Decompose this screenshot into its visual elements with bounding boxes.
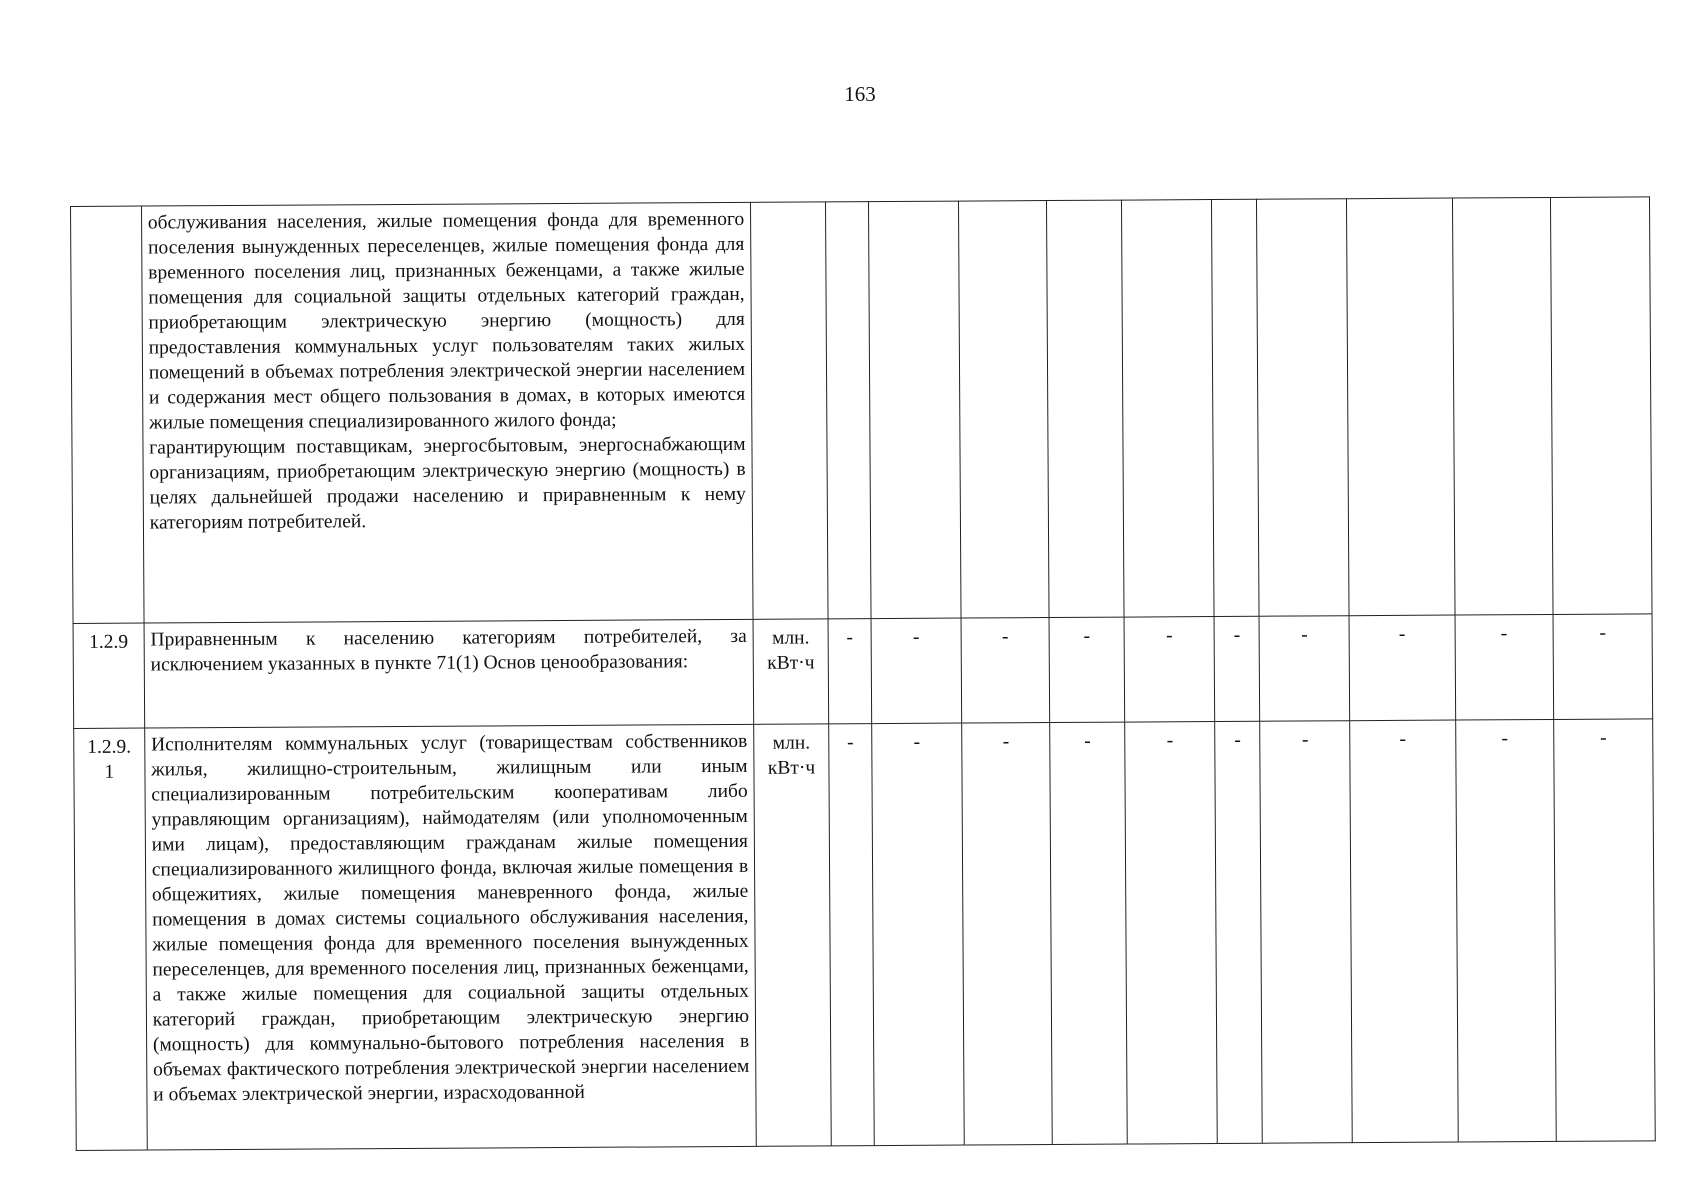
value-cell (1212, 199, 1260, 616)
value-cell (959, 201, 1049, 619)
value-cell: - (1554, 719, 1655, 1142)
value-cell: - (1350, 720, 1458, 1143)
value-cell (826, 202, 871, 619)
value-cell (1257, 199, 1350, 617)
value-cell (1347, 198, 1455, 616)
description-paragraph: гарантирующим поставщикам, энергосбытовым, энергоснабжающим организациям, приобретающим электрическую энергию (мощность) в целях дальнейшей продажи населению и приравненным к нему категориям потребителей. (149, 433, 746, 534)
value-cell: - (1049, 617, 1125, 722)
value-cell (869, 201, 962, 619)
value-cell: - (962, 723, 1053, 1146)
value-cell (1047, 200, 1125, 617)
value-cell: - (828, 619, 872, 724)
value-cell: - (1349, 615, 1455, 721)
value-cell: - (961, 618, 1050, 724)
value-cell (1551, 197, 1652, 615)
row-number (71, 206, 144, 623)
value-cell: - (829, 724, 874, 1146)
tariff-table (70, 196, 1656, 1151)
value-cell: - (871, 618, 962, 724)
value-cell: - (1215, 721, 1263, 1143)
description-paragraph: Приравненным к населению категориям потребителей, за исключением указанных в пункте 71(1) Основ ценообразования: (150, 625, 747, 676)
row-description (144, 619, 754, 728)
row-description (141, 202, 753, 623)
description-paragraph: Исполнителям коммунальных услуг (товариществам собственников жилья, жилищно-строительным, жилищным или иным специализированным потребительским кооперативам либо управляющим организациям), наймодателям (или уполномоченным ими лицам), предоставляющим гражданам жилые помещения специализированного жилищного фонда, включая жилые помещения в общежитиях, жилые помещения маневренного фонда, жилые помещения в домах системы социального обслуживания населения, жилые помещения фонда для временного поселения вынужденных переселенцев, для временного поселения лиц, признанных беженцами, а также жилые помещения для социальной защиты отдельных категорий граждан, приобретающим электрическую энергию (мощность) для коммунально-бытового потребления населения в объемах фактического потребления электрической энергии населением и объемах электрической энергии, израсходованной (151, 730, 750, 1106)
page-number: 163 (844, 82, 876, 106)
value-cell: - (872, 723, 965, 1146)
value-cell: - (1050, 722, 1128, 1144)
description-paragraph: обслуживания населения, жилые помещения фонда для временного поселения вынужденных переселенцев, жилые помещения фонда для временного поселения лиц, признанных беженцами, а также жилые помещения для социальной защиты отдельных категорий граждан, приобретающим электрическую энергию (мощность) для предоставления коммунальных услуг пользователям таких жилых помещений в объемах потребления электрической энергии населением и содержания мест общего пользования в домах, в которых имеются жилые помещения специализированного жилого фонда; (147, 208, 746, 434)
row-description (144, 724, 756, 1150)
value-cell: - (1260, 721, 1353, 1144)
row-number: 1.2.9. 1 (74, 728, 147, 1150)
table-row (74, 719, 1656, 1151)
table-row (73, 614, 1653, 729)
value-cell: - (1124, 617, 1215, 723)
unit-cell: млн. кВт·ч (753, 619, 829, 724)
value-cell: - (1259, 616, 1350, 722)
value-cell: - (1455, 614, 1554, 720)
value-cell: - (1553, 614, 1652, 720)
unit-cell (751, 202, 829, 619)
row-number: 1.2.9 (73, 623, 144, 728)
table-row (71, 197, 1653, 624)
value-cell (1452, 197, 1553, 615)
value-cell (1122, 200, 1215, 618)
value-cell: - (1455, 719, 1556, 1142)
value-cell: - (1125, 722, 1218, 1145)
unit-cell: млн. кВт·ч (754, 724, 832, 1146)
value-cell: - (1214, 616, 1260, 721)
